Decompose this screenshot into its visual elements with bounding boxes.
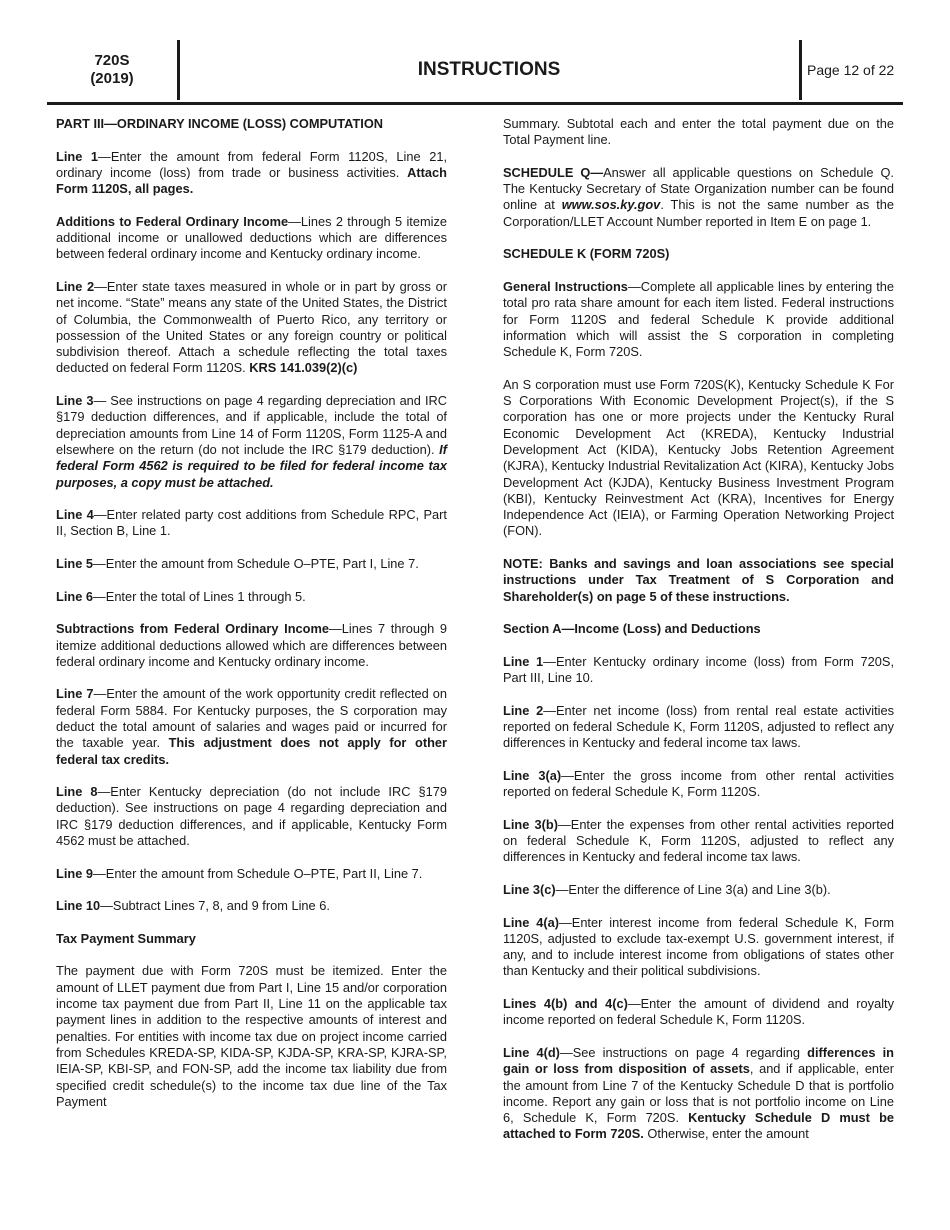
right-column	[503, 116, 894, 1159]
schedule-k-heading: SCHEDULE K (FORM 720S)	[503, 246, 670, 262]
k-line3c-paragraph: Line 3(c)—Enter the difference of Line 3(a) and Line 3(b).	[503, 881, 831, 897]
line8-paragraph: Line 8—Enter Kentucky depreciation (do not include IRC §179 deduction). See instructions on page 4 regarding depreciation and IRC §179 deduction differences, and if applicable, Kentucky Form 4562 must be attached.	[56, 784, 447, 849]
form-year: (2019)	[90, 70, 134, 87]
k-line3a-paragraph: Line 3(a)—Enter the gross income from other rental activities reported on federal Schedule K, Form 1120S.	[503, 767, 894, 800]
k-line1-paragraph: Line 1—Enter Kentucky ordinary income (loss) from Form 720S, Part III, Line 10.	[503, 653, 894, 686]
tax-summary-heading: Tax Payment Summary	[56, 930, 196, 946]
summary-continued: Summary. Subtotal each and enter the total payment due on the Total Payment line.	[503, 116, 894, 148]
tax-summary-paragraph: The payment due with Form 720S must be itemized. Enter the amount of LLET payment due from Part I, Line 15 and/or corporation income tax payment due from Part II, Line 11 on the applicable tax payment lines in addition to the respective amounts of interest and penalties. For entities with income tax due on project income carried from Schedules KREDA-SP, KIDA-SP, KJDA-SP, KRA-SP, KJRA-SP, IEIA-SP, KBI-SP, and FON-SP, add the income tax liability due from specified credit schedule(s) to the income tax due line of the Tax Payment	[56, 963, 447, 1109]
subtractions-paragraph: Subtractions from Federal Ordinary Income—Lines 7 through 9 itemize additional deductions allowed which are differences between federal ordinary income and Kentucky ordinary income.	[56, 621, 447, 669]
page-title: INSTRUCTIONS	[417, 59, 561, 80]
part3-heading: PART III—ORDINARY INCOME (LOSS) COMPUTATION	[56, 116, 384, 131]
line1-paragraph: Line 1—Enter the amount from federal Form 1120S, Line 21, ordinary income (loss) from trade or business activities. Attach Form 1120S, all pages.	[56, 148, 448, 197]
additions-paragraph: Additions to Federal Ordinary Income—Lines 2 through 5 itemize additional income or unallowed deductions which are differences between federal ordinary income and Kentucky ordinary income.	[56, 213, 447, 262]
form-number: 720S	[94, 52, 130, 69]
note-paragraph: NOTE: Banks and savings and loan associations see special instructions under Tax Treatment of S Corporation and Shareholder(s) on page 5 of these instructions.	[503, 556, 894, 604]
k-line4d-paragraph: Line 4(d)—See instructions on page 4 regarding differences in gain or loss from disposition of assets, and if applicable, enter the amount from Line 7 of the Kentucky Schedule D that is portfolio income. Report any gain or loss that is not portfolio income on Line 6, Schedule K, Form 720S. Kentucky Schedule D must be attached to Form 720S. Otherwise, enter the amount	[503, 1044, 895, 1142]
left-column	[56, 116, 447, 1126]
scorp-paragraph: An S corporation must use Form 720S(K), Kentucky Schedule K For S Corporations With Economic Development Project(s), if the S corporation has one or more projects under the Kentucky Rural Economic Development Act (KREDA), Kentucky Industrial Development Act (KIDA), Kentucky Jobs Retention Agreement (KJRA), Kentucky Industrial Revitalization Act (KIRA), Kentucky Jobs Development Act (KJDA), Kentucky Business Investment Program (KBI), Kentucky Reinvestment Act (KRA), Incentives for Energy Independence Act (IEIA), or Farming Operation Networking Project (FON).	[503, 376, 894, 539]
line4-paragraph: Line 4—Enter related party cost additions from Schedule RPC, Part II, Section B, Line 1.	[56, 507, 447, 539]
line9-paragraph: Line 9—Enter the amount from Schedule O–PTE, Part II, Line 7.	[56, 865, 423, 881]
header-divider	[799, 40, 802, 100]
section-a-heading: Section A—Income (Loss) and Deductions	[503, 621, 761, 637]
sos-url-link: www.sos.ky.gov	[561, 197, 661, 213]
line10-paragraph: Line 10—Subtract Lines 7, 8, and 9 from Line 6.	[56, 898, 330, 914]
k-line2-paragraph: Line 2—Enter net income (loss) from rental real estate activities reported on federal Schedule K, Form 1120S, adjusted to reflect any differences in Kentucky and federal income tax laws.	[503, 702, 894, 751]
line2-paragraph: Line 2—Enter state taxes measured in whole or in part by gross or net income. “State” means any state of the United States, the District of Columbia, the Commonwealth of Puerto Rico, any territory or possession of the United States or any foreign country or political subdivision thereof. Attach a schedule reflecting the total taxes deducted on federal Form 1120S. KRS 141.039(2)(c)	[56, 278, 447, 376]
form-id	[47, 40, 177, 100]
k-line4bc-paragraph: Lines 4(b) and 4(c)—Enter the amount of dividend and royalty income reported on federal Schedule K, Form 1120S.	[503, 996, 894, 1028]
line7-paragraph: Line 7—Enter the amount of the work opportunity credit reflected on federal Form 5884. For Kentucky purposes, the S corporation may deduct the total amount of salaries and wages paid or incurred for the taxable year. This adjustment does not apply for other federal tax credits.	[56, 686, 448, 767]
k-line3b-paragraph: Line 3(b)—Enter the expenses from other rental activities reported on federal Schedule K, Form 1120S, adjusted to reflect any differences in Kentucky and federal income tax laws.	[503, 816, 894, 865]
general-instructions-paragraph: General Instructions—Complete all applicable lines by entering the total pro rata share amount for each item listed. Federal instructions for Form 1120S and federal Schedule K provide additional information which will assist the S corporation in completing Schedule K, Form 720S.	[503, 278, 895, 360]
schedule-q-paragraph: SCHEDULE Q—Answer all applicable questions on Schedule Q. The Kentucky Secretary of State Organization number can be found online at www.sos.ky.gov. This is not the same number as the Corporation/LLET Account Number reported in Item E on page 1.	[503, 164, 895, 229]
k-line4a-paragraph: Line 4(a)—Enter interest income from federal Schedule K, Form 1120S, adjusted to exclude tax-exempt U.S. government interest, if any, and to include interest income from obligations of states other than Kentucky and their political subdivisions.	[503, 914, 894, 979]
page-header	[47, 40, 903, 105]
line6-paragraph: Line 6—Enter the total of Lines 1 through 5.	[56, 588, 306, 604]
page-number: Page 12 of 22	[807, 62, 895, 78]
line5-paragraph: Line 5—Enter the amount from Schedule O–PTE, Part I, Line 7.	[56, 556, 419, 572]
line3-paragraph: Line 3— See instructions on page 4 regarding depreciation and IRC §179 deduction differences, and if applicable, include the total of depreciation amounts from Line 14 of Form 1120S, Form 1125-A and elsewhere on the return (do not include the IRC §179 deduction). If federal Form 4562 is required to be filed for federal income tax purposes, a copy must be attached.	[56, 393, 447, 490]
